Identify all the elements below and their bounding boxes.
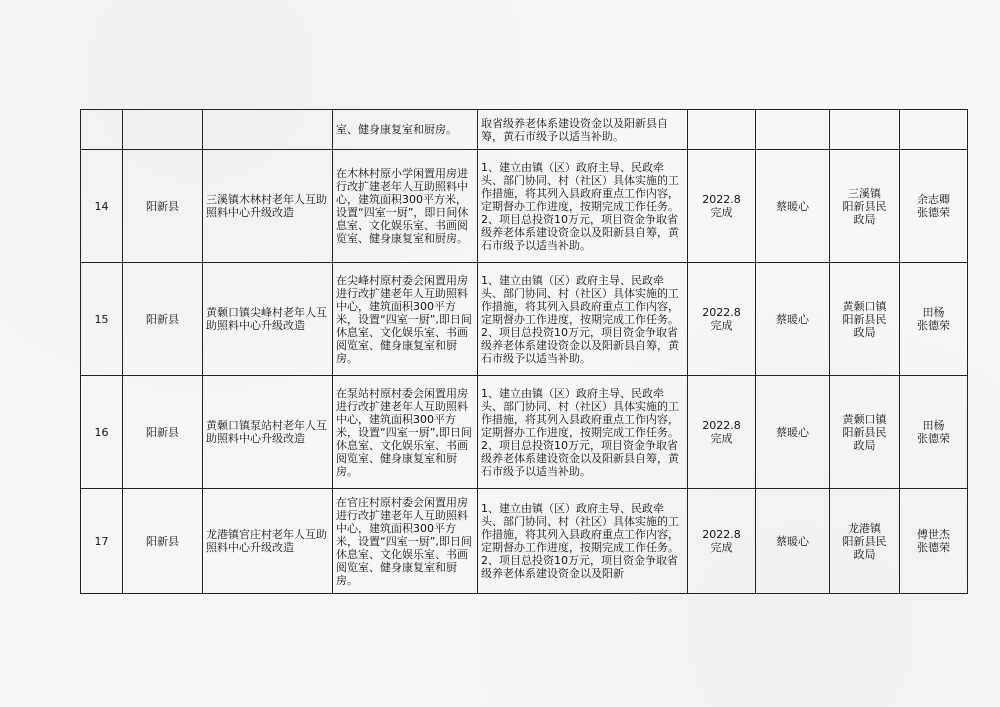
cell-dept: 黄颡口镇 阳新县民 政局 — [830, 376, 900, 489]
cell-date: 2022.8 完成 — [688, 263, 756, 376]
cell-lead: 田杨 张德荣 — [900, 376, 968, 489]
cell-name: 黄颡口镇泵站村老年人互助照料中心升级改造 — [203, 376, 333, 489]
cell-name: 三溪镇木林村老年人互助照料中心升级改造 — [203, 150, 333, 263]
cell-measure: 1、建立由镇（区）政府主导、民政牵头、部门协同、村（社区）具体实施的工作措施，将其列入县政府重点工作内容，定期督办工作进度，按期完成工作任务。 2、项目总投资10万元，项目资金争取省级养老体系建设资金以及阳新县自筹，黄石市级予以适当补助。 — [478, 263, 688, 376]
cell-date: 2022.8 完成 — [688, 150, 756, 263]
cell-lead — [900, 110, 968, 150]
cell-no: 14 — [81, 150, 123, 263]
cell-content: 室、健身康复室和厨房。 — [333, 110, 478, 150]
cell-dept — [830, 110, 900, 150]
cell-no: 17 — [81, 489, 123, 594]
cell-content: 在泵站村原村委会闲置用房进行改扩建老年人互助照料中心，建筑面积300平方米，设置“四室一厨”,即日间休息室、文化娱乐室、书画阅览室、健身康复室和厨房。 — [333, 376, 478, 489]
table-row — [81, 376, 968, 489]
cell-date — [688, 110, 756, 150]
project-table — [80, 109, 968, 594]
cell-county: 阳新县 — [123, 263, 203, 376]
cell-content: 在官庄村原村委会闲置用房进行改扩建老年人互助照料中心，建筑面积300平方米，设置“四室一厨”,即日间休息室、文化娱乐室、书画阅览室、健身康复室和厨房。 — [333, 489, 478, 594]
cell-measure: 取省级养老体系建设资金以及阳新县自筹，黄石市级予以适当补助。 — [478, 110, 688, 150]
cell-no: 15 — [81, 263, 123, 376]
cell-no — [81, 110, 123, 150]
cell-measure: 1、建立由镇（区）政府主导、民政牵头、部门协同、村（社区）具体实施的工作措施，将其列入县政府重点工作内容，定期督办工作进度，按期完成工作任务。 2、项目总投资10万元，项目资金争取省级养老体系建设资金以及阳新县自筹，黄石市级予以适当补助。 — [478, 150, 688, 263]
table-row — [81, 489, 968, 594]
cell-dept: 龙港镇 阳新县民 政局 — [830, 489, 900, 594]
cell-person — [756, 110, 830, 150]
table-row — [81, 263, 968, 376]
cell-date: 2022.8 完成 — [688, 489, 756, 594]
cell-measure: 1、建立由镇（区）政府主导、民政牵头、部门协同、村（社区）具体实施的工作措施，将其列入县政府重点工作内容，定期督办工作进度，按期完成工作任务。 2、项目总投资10万元，项目资金争取省级养老体系建设资金以及阳新县自筹，黄石市级予以适当补助。 — [478, 376, 688, 489]
cell-dept: 三溪镇 阳新县民 政局 — [830, 150, 900, 263]
cell-person: 蔡暖心 — [756, 489, 830, 594]
cell-lead: 傅世杰 张德荣 — [900, 489, 968, 594]
cell-no: 16 — [81, 376, 123, 489]
cell-lead: 余志卿 张德荣 — [900, 150, 968, 263]
table-row-continued — [81, 110, 968, 150]
cell-name: 龙港镇官庄村老年人互助照料中心升级改造 — [203, 489, 333, 594]
cell-county — [123, 110, 203, 150]
cell-county: 阳新县 — [123, 376, 203, 489]
cell-name: 黄颡口镇尖峰村老年人互助照料中心升级改造 — [203, 263, 333, 376]
cell-county: 阳新县 — [123, 489, 203, 594]
cell-county: 阳新县 — [123, 150, 203, 263]
cell-content: 在木林村原小学闲置用房进行改扩建老年人互助照料中心，建筑面积300平方米，设置“四室一厨”，即日间休息室、文化娱乐室、书画阅览室、健身康复室和厨房。 — [333, 150, 478, 263]
cell-date: 2022.8 完成 — [688, 376, 756, 489]
table-row — [81, 150, 968, 263]
cell-person: 蔡暖心 — [756, 150, 830, 263]
cell-content: 在尖峰村原村委会闲置用房进行改扩建老年人互助照料中心，建筑面积300平方米，设置“四室一厨”,即日间休息室、文化娱乐室、书画阅览室、健身康复室和厨房。 — [333, 263, 478, 376]
cell-person: 蔡暖心 — [756, 263, 830, 376]
cell-lead: 田杨 张德荣 — [900, 263, 968, 376]
cell-measure: 1、建立由镇（区）政府主导、民政牵头、部门协同、村（社区）具体实施的工作措施，将其列入县政府重点工作内容，定期督办工作进度，按期完成工作任务。 2、项目总投资10万元，项目资金争取省级养老体系建设资金以及阳新 — [478, 489, 688, 594]
cell-person: 蔡暖心 — [756, 376, 830, 489]
cell-dept: 黄颡口镇 阳新县民 政局 — [830, 263, 900, 376]
cell-name — [203, 110, 333, 150]
